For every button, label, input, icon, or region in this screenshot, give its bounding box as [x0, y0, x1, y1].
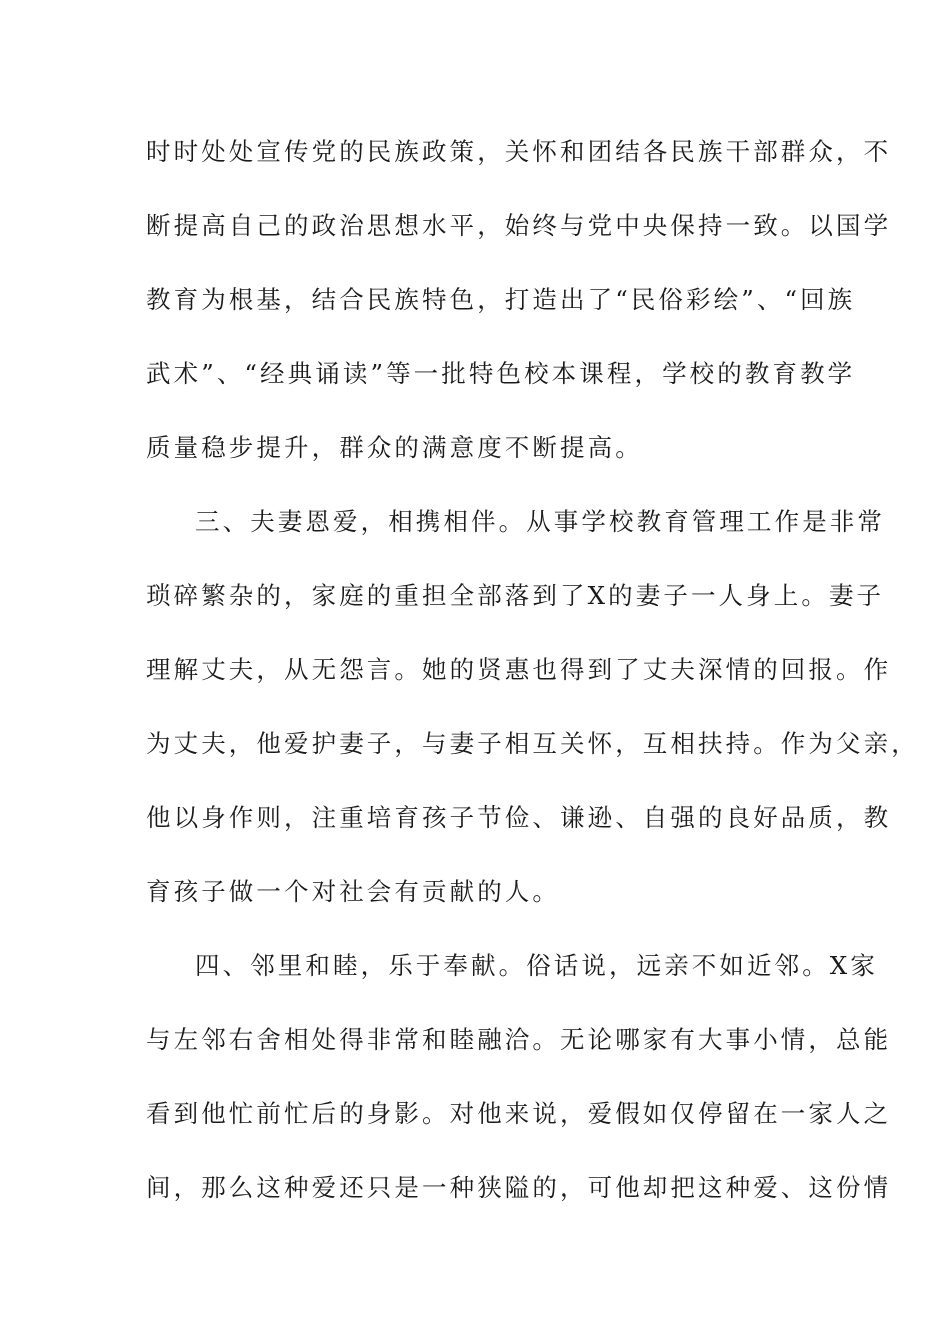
text-line: 理解丈夫，从无怨言。她的贤惠也得到了丈夫深情的回报。作	[146, 655, 892, 684]
text-line: 时时处处宣传党的民族政策，关怀和团结各民族干部群众，不	[146, 137, 892, 166]
text-line: 与左邻右舍相处得非常和睦融洽。无论哪家有大事小情，总能	[146, 1025, 892, 1054]
text-line: 他以身作则，注重培育孩子节俭、谦逊、自强的良好品质，教	[146, 803, 892, 832]
text-line: 武术”、“经典诵读”等一批特色校本课程，学校的教育教学	[146, 359, 856, 388]
text-line: 育孩子做一个对社会有贡献的人。	[146, 877, 560, 906]
text-line: 教育为根基，结合民族特色，打造出了“民俗彩绘”、“回族	[146, 285, 856, 314]
paragraph-start-line: 三、夫妻恩爱，相携相伴。从事学校教育管理工作是非常	[195, 507, 885, 536]
text-line: 看到他忙前忙后的身影。对他来说，爱假如仅停留在一家人之	[146, 1099, 892, 1128]
text-line: 断提高自己的政治思想水平，始终与党中央保持一致。以国学	[146, 211, 892, 240]
body-text	[146, 127, 919, 1237]
paragraph-start-line: 四、邻里和睦，乐于奉献。俗话说，远亲不如近邻。X家	[195, 951, 878, 980]
text-line: 琐碎繁杂的，家庭的重担全部落到了X的妻子一人身上。妻子	[146, 581, 885, 610]
text-line: 质量稳步提升，群众的满意度不断提高。	[146, 433, 643, 462]
text-line: 为丈夫，他爱护妻子，与妻子相互关怀，互相扶持。作为父亲，	[146, 729, 919, 758]
text-line: 间，那么这种爱还只是一种狭隘的，可他却把这种爱、这份情	[146, 1173, 892, 1202]
